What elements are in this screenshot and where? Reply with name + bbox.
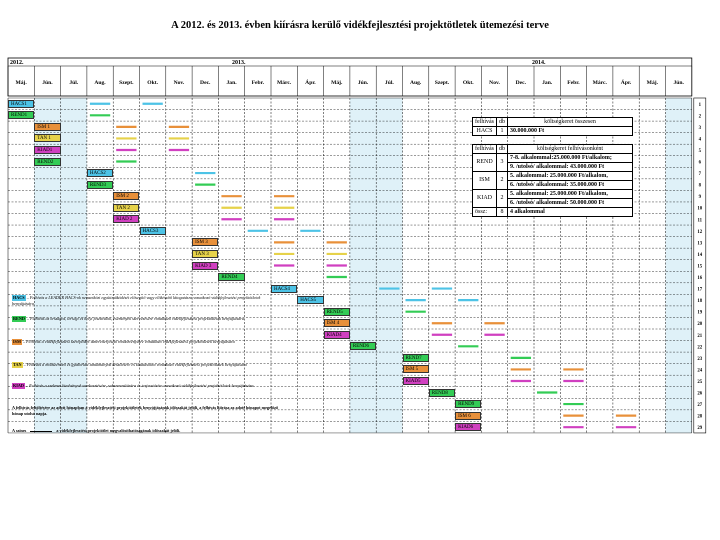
- month-header: Jún.: [357, 80, 369, 86]
- legend-kiad: [12, 383, 280, 389]
- month-header: Febr.: [251, 80, 265, 86]
- row-number: 27: [697, 403, 703, 409]
- table-cell: HACS: [473, 127, 497, 136]
- row-number: 10: [697, 206, 703, 212]
- row-number: 8: [698, 183, 702, 189]
- call-label-ism2: ISM 2: [113, 192, 139, 200]
- table-header: db: [497, 118, 508, 127]
- legend-tag: TAN: [13, 362, 22, 367]
- call-label-kiad1: KIAD1: [34, 146, 60, 154]
- legend-line-sample: [30, 431, 52, 432]
- row-number: 23: [697, 356, 703, 362]
- call-label-ism6: ISM 6: [455, 412, 481, 420]
- year-label-2014: 2014.: [532, 60, 546, 66]
- month-header: Aug.: [94, 80, 106, 86]
- row-number: 13: [697, 241, 703, 247]
- call-label-ism3: ISM 3: [192, 238, 218, 246]
- budget-table-hacs: [472, 117, 633, 136]
- legend-text: – Felhívás a LEADER HACS-ok nemzetközi együttműködését elősegítő vagy előkészítő látogatásra vonatkozó vidékfejlesztési projektötletek benyújtására: [12, 295, 261, 307]
- call-label-hacs1: HACS1: [8, 100, 34, 108]
- table-row: [473, 172, 633, 181]
- legend-ism: [12, 339, 280, 345]
- table-cell: 1: [497, 127, 508, 136]
- month-header: Jún.: [42, 80, 53, 86]
- table-header: költségkeret felhívásonként: [508, 145, 633, 154]
- month-header: Máj.: [15, 80, 27, 86]
- legend-note-colors: [12, 428, 280, 434]
- summer-column-shade: [666, 98, 692, 433]
- call-label-ism4: ISM 4: [324, 319, 350, 327]
- month-header: Szept.: [119, 80, 134, 86]
- row-number: 26: [697, 391, 703, 397]
- month-header: Nov.: [173, 80, 185, 86]
- table-cell: 6. /utolsó/ alkalommal: 35.000.000 Ft: [508, 181, 633, 190]
- table-cell: 9. /utolsó/ alkalommal: 43.000.000 Ft: [508, 163, 633, 172]
- table-cell: REND: [473, 154, 497, 172]
- month-header: Máj.: [646, 80, 659, 86]
- call-label-rend6: REND6: [350, 342, 376, 350]
- table-cell: 3: [497, 154, 508, 172]
- row-number: 21: [697, 333, 703, 339]
- summer-column-shade: [350, 98, 376, 433]
- table-cell: KIAD: [473, 190, 497, 208]
- row-number: 16: [697, 276, 703, 282]
- legend-tag: REND: [13, 316, 25, 321]
- table-cell: 2: [497, 190, 508, 208]
- row-number: 24: [697, 368, 703, 374]
- month-header: Aug.: [409, 80, 422, 86]
- call-label-hacs2: HACS2: [87, 169, 113, 177]
- summer-column-shade: [376, 98, 402, 433]
- table-cell: 4 alkalommal: [508, 208, 633, 217]
- call-label-hacs4: HACS4: [271, 285, 297, 293]
- table-header: költségkeret összesen: [508, 118, 633, 127]
- page-title: A 2012. és 2013. évben kiírásra kerülő vidékfejlesztési projektötletek ütemezési terve: [171, 20, 549, 31]
- table-cell: 30.000.000 Ft: [508, 127, 633, 136]
- row-number: 5: [698, 148, 702, 154]
- legend-text: – Felhívás a módszertani és gyakorlati tanulmányok készítésére és kutatásokra vonatkozó vidékfejlesztési projektötletek benyújtására: [22, 362, 247, 367]
- month-header: Jan.: [226, 80, 237, 86]
- call-label-ism5: ISM 5: [403, 365, 429, 373]
- table-row: [473, 190, 633, 199]
- legend-note-prefix: A színes: [12, 428, 27, 433]
- table-cell: 5. alkalommal: 25.000.000 Ft/alkalom,: [508, 190, 633, 199]
- row-number: 7: [698, 172, 702, 178]
- month-header: Okt.: [462, 80, 474, 86]
- table-row: [473, 208, 633, 217]
- table-cell: 8: [497, 208, 508, 217]
- row-number: 2: [698, 114, 702, 120]
- row-number: 3: [698, 125, 702, 131]
- row-number: 29: [697, 426, 703, 432]
- month-header: Márc.: [276, 80, 292, 86]
- month-header: Máj.: [331, 80, 343, 86]
- row-number: 4: [698, 137, 702, 143]
- legend-tag: KIAD: [13, 383, 24, 388]
- call-label-rend3: REND3: [87, 181, 113, 189]
- table-cell: össz:: [473, 208, 497, 217]
- row-number: 20: [697, 322, 703, 328]
- month-header: Dec.: [200, 80, 211, 86]
- call-label-rend2: REND2: [34, 158, 60, 166]
- year-label-2013: 2013.: [232, 60, 246, 66]
- table-cell: ISM: [473, 172, 497, 190]
- call-label-kiad6: KIAD6: [455, 423, 481, 431]
- table-header: db: [497, 145, 508, 154]
- call-label-rend7: REND7: [403, 354, 429, 362]
- call-label-kiad3: KIAD 3: [192, 262, 218, 270]
- table-cell: 2: [497, 172, 508, 190]
- row-number: 9: [698, 195, 702, 201]
- legend-tag: ISM: [13, 339, 21, 344]
- table-cell: 5. alkalommal: 25.000.000 Ft/alkalom,: [508, 172, 633, 181]
- row-number: 14: [697, 252, 703, 258]
- month-header: Júl.: [69, 80, 79, 86]
- legend-hacs: [12, 295, 280, 307]
- call-label-hacs3: HACS3: [140, 227, 166, 235]
- year-label-2012: 2012.: [10, 60, 24, 66]
- row-number: 19: [697, 310, 703, 316]
- call-label-tan2: TAN 2: [113, 204, 139, 212]
- row-number: 15: [697, 264, 703, 270]
- month-header: Jún.: [673, 80, 684, 86]
- month-header: Júl.: [384, 80, 394, 86]
- row-number: 1: [698, 102, 702, 108]
- table-header: felhívás: [473, 145, 497, 154]
- call-label-rend1: REND1: [8, 111, 34, 119]
- call-label-hacs5: HACS5: [297, 296, 323, 304]
- call-label-kiad5: KIAD5: [403, 377, 429, 385]
- row-number: 17: [697, 287, 703, 293]
- call-label-rend5: REND5: [324, 308, 350, 316]
- month-header: Ápr.: [620, 80, 632, 86]
- month-header: Okt.: [147, 80, 159, 86]
- table-cell: 7-8. alkalommal:25.000.000 Ft/alkalom;: [508, 154, 633, 163]
- month-header: Jan.: [542, 80, 553, 86]
- month-header: Márc.: [592, 80, 607, 86]
- budget-table-calls: [472, 144, 633, 217]
- call-label-rend8: REND8: [429, 389, 455, 397]
- legend-note-submission: A felhívás feltöltésére az adott hónapban a vidékfejlesztési projektötletek benyújtásának időszakát jelöli, a felhívás kiírása az adott hónapot megelőző hónap utolsó napja.: [12, 405, 279, 417]
- row-number: 6: [698, 160, 702, 166]
- legend-text: – Felhívás az országos, térségi és helyi fesztiválok, események szervezésére vonatkozó vidékfejlesztési projektötletek benyújtására: [25, 316, 244, 321]
- row-number: 25: [697, 379, 703, 385]
- legend-tag: HACS: [13, 295, 25, 300]
- month-header: Dec.: [515, 80, 527, 86]
- call-label-tan1: TAN 1: [34, 134, 60, 142]
- table-header: felhívás: [473, 118, 497, 127]
- call-label-rend4: REND4: [218, 273, 244, 281]
- month-header: Szept.: [434, 80, 450, 86]
- month-header: Nov.: [489, 80, 500, 86]
- legend-text: – Felhívás a szakmai kiadványok szerkesztésére, sokszorosítására és terjesztésére vonatkozó vidékfejlesztési projektötletek benyújtására: [24, 383, 254, 388]
- legend-tan: [12, 362, 280, 368]
- row-number: 12: [697, 229, 703, 235]
- table-cell: 6. /utolsó/ alkalommal: 50.000.000 Ft: [508, 199, 633, 208]
- call-label-rend9: REND9: [455, 400, 481, 408]
- row-number: 11: [697, 218, 703, 224]
- call-label-kiad4: KIAD4: [324, 331, 350, 339]
- month-header: Ápr.: [305, 80, 316, 86]
- row-number: 18: [697, 299, 703, 305]
- row-number: 22: [697, 345, 703, 351]
- legend-rend: [12, 316, 280, 322]
- row-number: 28: [697, 414, 703, 420]
- call-label-kiad2: KIAD 2: [113, 215, 139, 223]
- table-row: [473, 154, 633, 163]
- call-label-ism1: ISM 1: [34, 123, 60, 131]
- legend-note-suffix: a vidékfejlesztési projektötlet megvalósíthatóságának időszakát jelöli.: [56, 428, 181, 433]
- call-label-tan3: TAN 3: [192, 250, 218, 258]
- month-header: Febr.: [567, 80, 580, 86]
- legend-text: – Felhívás a vidékfejlesztési szereplőket ismeretterjesztő rendezvényekre vonatkozó vidékfejlesztési projektötletek benyújtására: [21, 339, 235, 344]
